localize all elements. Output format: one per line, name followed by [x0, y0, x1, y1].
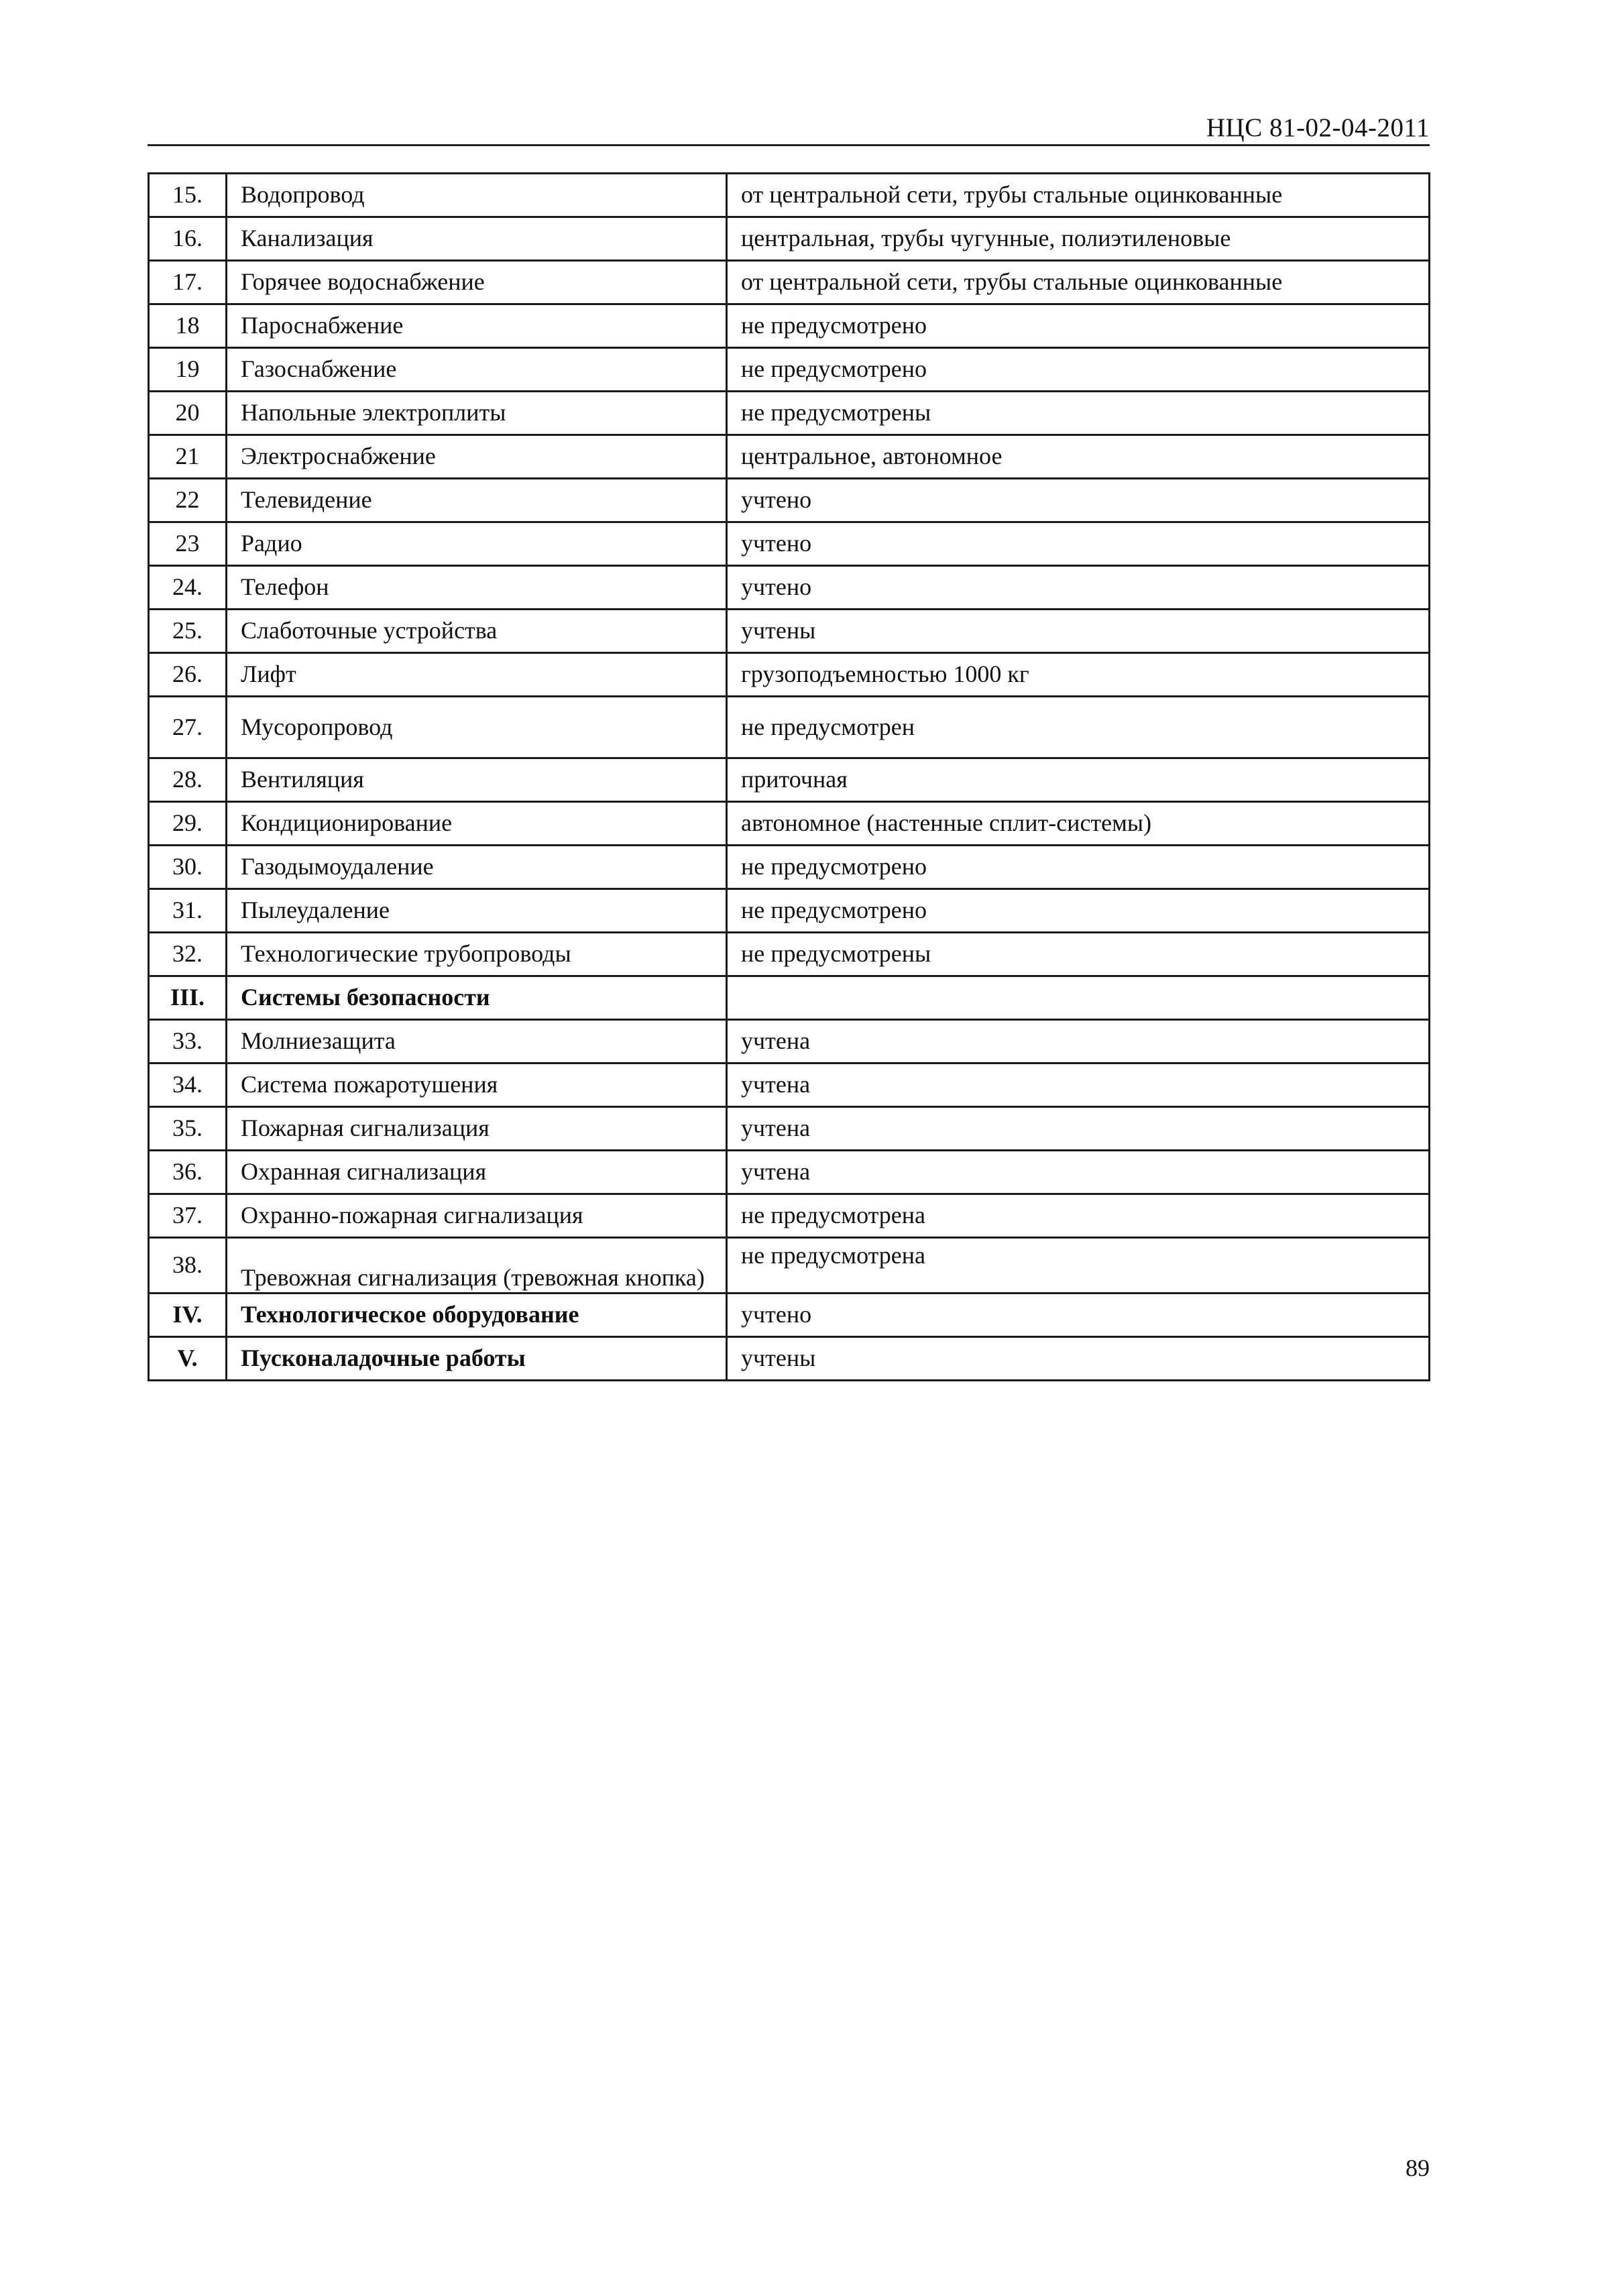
table-row [149, 1020, 1430, 1064]
row-number: 36. [149, 1151, 227, 1194]
row-number: 35. [149, 1107, 227, 1151]
row-number: 38. [149, 1238, 227, 1294]
table-row [149, 1238, 1430, 1294]
row-value: центральная, трубы чугунные, полиэтиленовые [727, 217, 1430, 261]
row-value: от центральной сети, трубы стальные оцинкованные [727, 174, 1430, 217]
row-value: не предусмотрена [727, 1194, 1430, 1238]
row-number: 21 [149, 435, 227, 479]
table-row [149, 889, 1430, 933]
row-number: 32. [149, 933, 227, 976]
row-value: не предусмотрен [727, 697, 1430, 758]
page-number: 89 [1406, 2155, 1430, 2181]
row-value: не предусмотрено [727, 889, 1430, 933]
table-row [149, 435, 1430, 479]
row-name: Телевидение [227, 479, 727, 522]
row-name: Мусоропровод [227, 697, 727, 758]
table-row [149, 802, 1430, 846]
row-value: учтена [727, 1020, 1430, 1064]
row-name: Газодымоудаление [227, 846, 727, 889]
table-row [149, 392, 1430, 435]
row-value: учтено [727, 522, 1430, 566]
section-row [149, 1294, 1430, 1337]
section-number: V. [149, 1337, 227, 1381]
row-number: 29. [149, 802, 227, 846]
row-number: 23 [149, 522, 227, 566]
row-name: Пылеудаление [227, 889, 727, 933]
row-name: Система пожаротушения [227, 1064, 727, 1107]
row-value: учтено [727, 566, 1430, 610]
row-name: Водопровод [227, 174, 727, 217]
row-name: Пароснабжение [227, 304, 727, 348]
section-title: Пусконаладочные работы [227, 1337, 727, 1381]
row-value: автономное (настенные сплит-системы) [727, 802, 1430, 846]
row-name: Вентиляция [227, 758, 727, 802]
row-value: не предусмотрено [727, 348, 1430, 392]
row-number: 24. [149, 566, 227, 610]
row-number: 15. [149, 174, 227, 217]
row-value: учтена [727, 1064, 1430, 1107]
section-row [149, 1337, 1430, 1381]
row-name: Пожарная сигнализация [227, 1107, 727, 1151]
row-number: 25. [149, 610, 227, 653]
row-name: Телефон [227, 566, 727, 610]
table-row [149, 1194, 1430, 1238]
row-name: Лифт [227, 653, 727, 697]
table-row [149, 758, 1430, 802]
section-number: III. [149, 976, 227, 1020]
table-row [149, 261, 1430, 304]
row-value: грузоподъемностью 1000 кг [727, 653, 1430, 697]
row-number: 27. [149, 697, 227, 758]
row-value: не предусмотрено [727, 304, 1430, 348]
row-name: Газоснабжение [227, 348, 727, 392]
row-name: Охранная сигнализация [227, 1151, 727, 1194]
header-rule [148, 144, 1430, 146]
table-row [149, 304, 1430, 348]
table-row [149, 348, 1430, 392]
row-value: учтена [727, 1107, 1430, 1151]
row-value: не предусмотрены [727, 392, 1430, 435]
row-number: 16. [149, 217, 227, 261]
row-value: не предусмотрены [727, 933, 1430, 976]
row-number: 33. [149, 1020, 227, 1064]
row-value [727, 976, 1430, 1020]
specification-table [148, 172, 1430, 1381]
row-value: учтена [727, 1151, 1430, 1194]
table-row [149, 697, 1430, 758]
row-name: Охранно-пожарная сигнализация [227, 1194, 727, 1238]
row-name: Горячее водоснабжение [227, 261, 727, 304]
row-value: учтено [727, 1294, 1430, 1337]
row-value: приточная [727, 758, 1430, 802]
row-value: учтены [727, 610, 1430, 653]
table-row [149, 566, 1430, 610]
table-row [149, 522, 1430, 566]
table-row [149, 653, 1430, 697]
row-number: 20 [149, 392, 227, 435]
row-name: Электроснабжение [227, 435, 727, 479]
row-number: 19 [149, 348, 227, 392]
row-name: Молниезащита [227, 1020, 727, 1064]
table-row [149, 479, 1430, 522]
row-name: Канализация [227, 217, 727, 261]
table-row [149, 610, 1430, 653]
row-number: 34. [149, 1064, 227, 1107]
row-name: Технологические трубопроводы [227, 933, 727, 976]
row-name: Напольные электроплиты [227, 392, 727, 435]
row-value: не предусмотрено [727, 846, 1430, 889]
table-row [149, 217, 1430, 261]
row-value: центральное, автономное [727, 435, 1430, 479]
document-code: НЦС 81-02-04-2011 [1206, 113, 1430, 142]
row-value: учтено [727, 479, 1430, 522]
row-value: от центральной сети, трубы стальные оцинкованные [727, 261, 1430, 304]
section-title: Системы безопасности [227, 976, 727, 1020]
section-number: IV. [149, 1294, 227, 1337]
row-number: 22 [149, 479, 227, 522]
table-row [149, 1107, 1430, 1151]
row-number: 18 [149, 304, 227, 348]
row-name: Тревожная сигнализация (тревожная кнопка) [227, 1238, 727, 1294]
row-name: Кондиционирование [227, 802, 727, 846]
row-number: 17. [149, 261, 227, 304]
row-number: 37. [149, 1194, 227, 1238]
row-name: Радио [227, 522, 727, 566]
table-row [149, 174, 1430, 217]
row-number: 26. [149, 653, 227, 697]
section-title: Технологическое оборудование [227, 1294, 727, 1337]
row-value: не предусмотрена [727, 1238, 1430, 1294]
table-row [149, 1151, 1430, 1194]
section-row [149, 976, 1430, 1020]
row-value: учтены [727, 1337, 1430, 1381]
row-number: 30. [149, 846, 227, 889]
row-name: Слаботочные устройства [227, 610, 727, 653]
row-number: 31. [149, 889, 227, 933]
row-number: 28. [149, 758, 227, 802]
table-row [149, 1064, 1430, 1107]
table-row [149, 933, 1430, 976]
table-row [149, 846, 1430, 889]
